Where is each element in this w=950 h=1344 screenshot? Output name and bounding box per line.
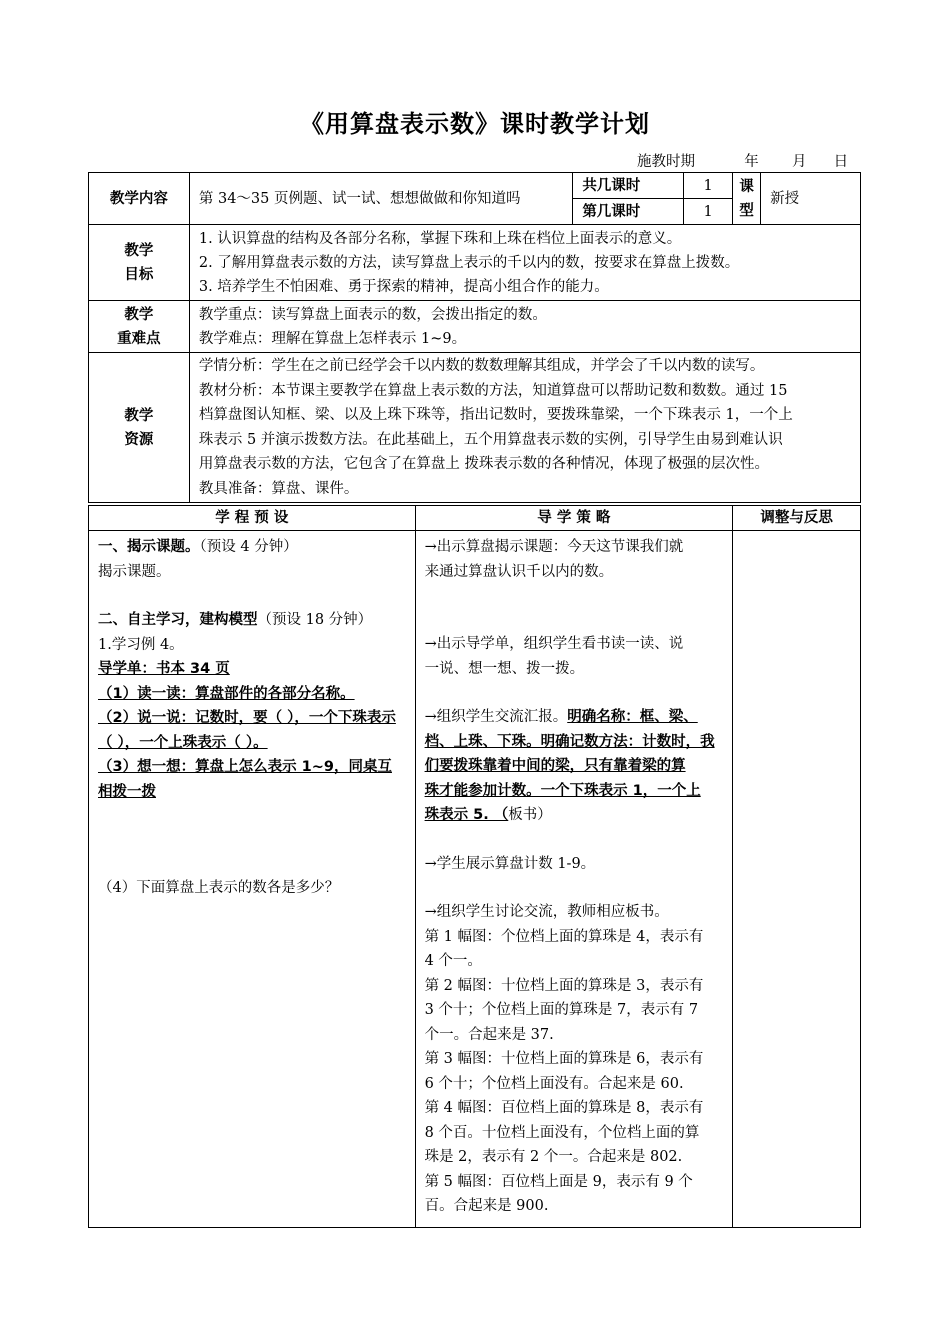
date-month: 月 <box>791 154 807 170</box>
goals-label-2: 目标 <box>124 266 154 283</box>
total-lessons-value: 1 <box>684 173 733 199</box>
section-2-heading: 二、自主学习，建构模型（预设 18 分钟） <box>98 612 373 628</box>
answer-line: 4 个一。 <box>424 953 482 969</box>
key-point: 教学重点：读写算盘上面表示的数，会拨出指定的数。 <box>198 306 547 323</box>
answer-line: 百。合起来是 900. <box>424 1198 549 1214</box>
answer-line: 3 个十；个位档上面的算珠是 7，表示有 7 <box>424 1002 699 1018</box>
answer-line: 个一。合起来是 37. <box>424 1026 554 1043</box>
question-3a: （3）想一想：算盘上怎么表示 1~9，同桌互 <box>98 759 392 775</box>
section-1-heading: 一、揭示课题。（预设 4 分钟） <box>98 539 298 555</box>
difficulty-content <box>189 301 860 353</box>
question-3b: 相拨一拨 <box>98 783 156 800</box>
nth-lesson-label: 第几课时 <box>573 199 684 225</box>
nth-lesson-value: 1 <box>684 199 733 225</box>
date-year: 年 <box>744 154 759 170</box>
resource-line: 珠表示 5 并演示拨数方法。在此基础上，五个用算盘表示数的实例，引导学生由易到难认识 <box>198 431 783 448</box>
resource-line: 教具准备：算盘、课件。 <box>198 480 359 497</box>
date-label: 施教时期 <box>637 154 695 170</box>
goals-label-1: 教学 <box>124 242 154 259</box>
difficulty-label-2: 重难点 <box>117 330 161 347</box>
date-day: 日 <box>833 154 849 170</box>
answer-line: 第 1 幅图：个位档上面的算珠是 4，表示有 <box>424 928 704 945</box>
column-header-reflection: 调整与反思 <box>733 506 861 531</box>
strategy-5: →组织学生讨论交流，教师相应板书。 <box>424 904 669 920</box>
goal-item: 1. 认识算盘的结构及各部分名称，掌握下珠和上珠在档位上面表示的意义。 <box>198 230 682 247</box>
answer-line: 第 5 幅图：百位档上面是 9，表示有 9 个 <box>424 1173 693 1190</box>
difficulty-label <box>89 301 190 353</box>
column-header-strategy: 导 学 策 略 <box>415 506 733 531</box>
resources-label-2: 资源 <box>124 431 154 448</box>
answer-line: 第 3 幅图：十位档上面的算珠是 6，表示有 <box>424 1051 704 1067</box>
resources-label-1: 教学 <box>124 407 154 424</box>
section-1-body: 揭示课题。 <box>98 563 171 580</box>
column-header-preset: 学 程 预 设 <box>89 506 416 531</box>
question-2a: （2）说一说：记数时，要（ ），一个下珠表示 <box>98 710 396 726</box>
difficulty-label-1: 教学 <box>124 306 154 323</box>
strategy-3d: 珠才能参加计数。一个下珠表示 1，一个上 <box>424 782 701 799</box>
content-value: 第 34～35 页例题、试一试、想想做做和你知道吗 <box>189 173 572 225</box>
lesson-type-label-1: 课 <box>739 178 754 195</box>
preset-column <box>89 531 416 1228</box>
answer-line: 8 个百。十位档上面没有，个位档上面的算 <box>424 1124 700 1141</box>
process-table <box>88 505 861 1228</box>
document-title: 《用算盘表示数》课时教学计划 <box>300 110 650 138</box>
resource-line: 用算盘表示数的方法，它包含了在算盘上 拨珠表示数的各种情况，体现了极强的层次性。 <box>198 456 769 472</box>
answer-line: 6 个十；个位档上面没有。合起来是 60. <box>424 1075 684 1092</box>
info-table <box>88 172 861 503</box>
strategy-column <box>415 531 733 1228</box>
lesson-type-value: 新授 <box>761 173 861 225</box>
resource-line: 教材分析：本节课主要教学在算盘上表示数的方法，知道算盘可以帮助记数和数数。通过 15 <box>198 382 788 399</box>
goal-item: 2. 了解用算盘表示数的方法，读写算盘上表示的千以内的数，按要求在算盘上拨数。 <box>198 254 740 271</box>
answer-line: 珠是 2，表示有 2 个一。合起来是 802. <box>424 1149 683 1165</box>
answer-line: 第 2 幅图：十位档上面的算珠是 3，表示有 <box>424 977 704 994</box>
strategy-1a: →出示算盘揭示课题：今天这节课我们就 <box>424 539 684 555</box>
goals-label <box>89 225 190 301</box>
strategy-2a: →出示导学单，组织学生看书读一读、说 <box>424 636 684 652</box>
strategy-3b: 档、上珠、下珠。明确记数方法：计数时，我 <box>424 733 715 750</box>
content-label: 教学内容 <box>89 173 190 225</box>
goal-item: 3. 培养学生不怕困难、勇于探索的精神，提高小组合作的能力。 <box>198 278 609 295</box>
date-line <box>637 150 848 171</box>
strategy-2b: 一说、想一想、拨一拨。 <box>424 660 585 677</box>
answer-line: 第 4 幅图：百位档上面的算珠是 8，表示有 <box>424 1100 704 1116</box>
strategy-4: →学生展示算盘计数 1-9。 <box>424 855 596 872</box>
strategy-3c: 们要拨珠靠着中间的梁，只有靠着梁的算 <box>424 758 686 774</box>
total-lessons-label: 共几课时 <box>573 173 684 199</box>
strategy-1b: 来通过算盘认识千以内的数。 <box>424 563 614 580</box>
question-1: （1）读一读：算盘部件的各部分名称。 <box>98 685 355 702</box>
lesson-type-label <box>733 173 761 225</box>
reflection-column <box>733 531 861 1228</box>
resource-line: 学情分析：学生在之前已经学会千以内数的数数理解其组成，并学会了千以内数的读写。 <box>198 358 765 374</box>
question-4: （4）下面算盘上表示的数各是多少？ <box>98 880 340 896</box>
lesson-type-label-2: 型 <box>739 202 754 219</box>
resources-label <box>89 353 190 503</box>
goals-list <box>189 225 860 301</box>
example-line: 1.学习例 4。 <box>98 636 184 653</box>
resource-line: 档算盘图认知框、梁、以及上珠下珠等，指出记数时，要拨珠靠梁，一个下珠表示 1，一个上 <box>198 407 793 423</box>
guide-sheet: 导学单：书本 34 页 <box>98 661 230 677</box>
strategy-3e: 珠表示 5. （板书） <box>424 807 552 823</box>
resources-content <box>189 353 860 503</box>
hard-point: 教学难点：理解在算盘上怎样表示 1~9。 <box>198 330 467 347</box>
strategy-3a: →组织学生交流汇报。明确名称：框、梁、 <box>424 709 698 725</box>
question-2b: （ ），一个上珠表示（ ）。 <box>98 734 268 751</box>
